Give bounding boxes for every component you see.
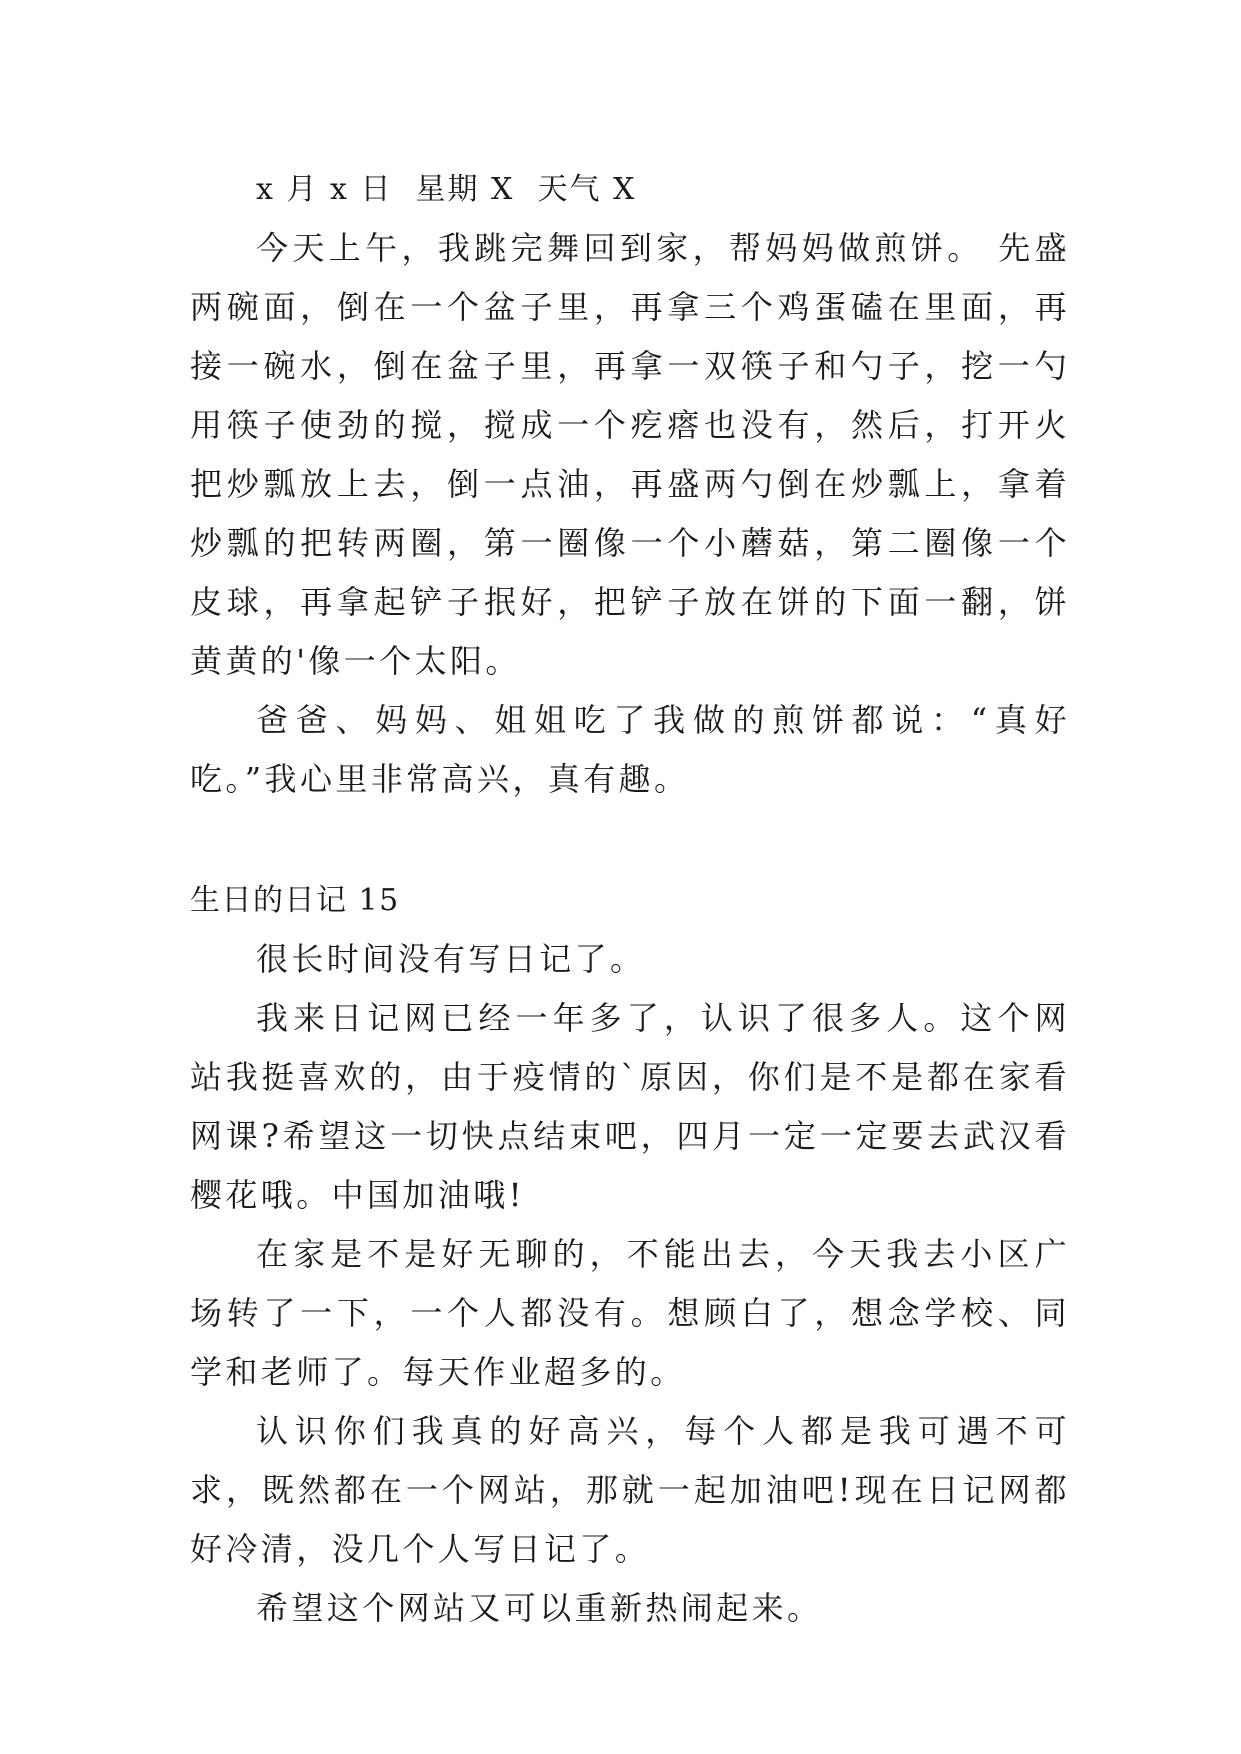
section-spacer <box>190 809 1070 871</box>
body-paragraph: 希望这个网站又可以重新热闹起来。 <box>256 1589 823 1627</box>
body-paragraph: 我来日记网已经一年多了，认识了很多人。这个网站我挺喜欢的，由于疫情的`原因，你们是不是都在家看网课?希望这一切快点结束吧，四月一定一定要去武汉看樱花哦。中国加油哦! <box>190 999 1070 1214</box>
body-paragraph: 很长时间没有写日记了。 <box>256 940 646 978</box>
entry-date-line: x 月 x 日 星期 X 天气 X <box>256 172 637 207</box>
body-paragraph: 在家是不是好无聊的，不能出去，今天我去小区广场转了一下，一个人都没有。想顾白了，想念学校、同学和老师了。每天作业超多的。 <box>190 1235 1070 1391</box>
entry-title: 生日的日记 15 <box>190 883 400 918</box>
document-page <box>190 160 1070 1638</box>
body-paragraph: 认识你们我真的好高兴，每个人都是我可遇不可求，既然都在一个网站，那就一起加油吧!现在日记网都好冷清，没几个人写日记了。 <box>190 1412 1070 1568</box>
body-paragraph: 今天上午，我跳完舞回到家，帮妈妈做煎饼。 先盛两碗面，倒在一个盆子里，再拿三个鸡蛋磕在里面，再接一碗水，倒在盆子里，再拿一双筷子和勺子，挖一勺用筷子使劲的搅，搅成一个疙瘩也没有，然后，打开火把炒瓢放上去，倒一点油，再盛两勺倒在炒瓢上，拿着炒瓢的把转两圈，第一圈像一个小蘑菇，第二圈像一个皮球，再拿起铲子抿好，把铲子放在饼的下面一翻，饼黄黄的'像一个太阳。 <box>190 229 1070 680</box>
body-paragraph: 爸爸、妈妈、姐姐吃了我做的煎饼都说：“真好吃。”我心里非常高兴，真有趣。 <box>190 701 1070 798</box>
